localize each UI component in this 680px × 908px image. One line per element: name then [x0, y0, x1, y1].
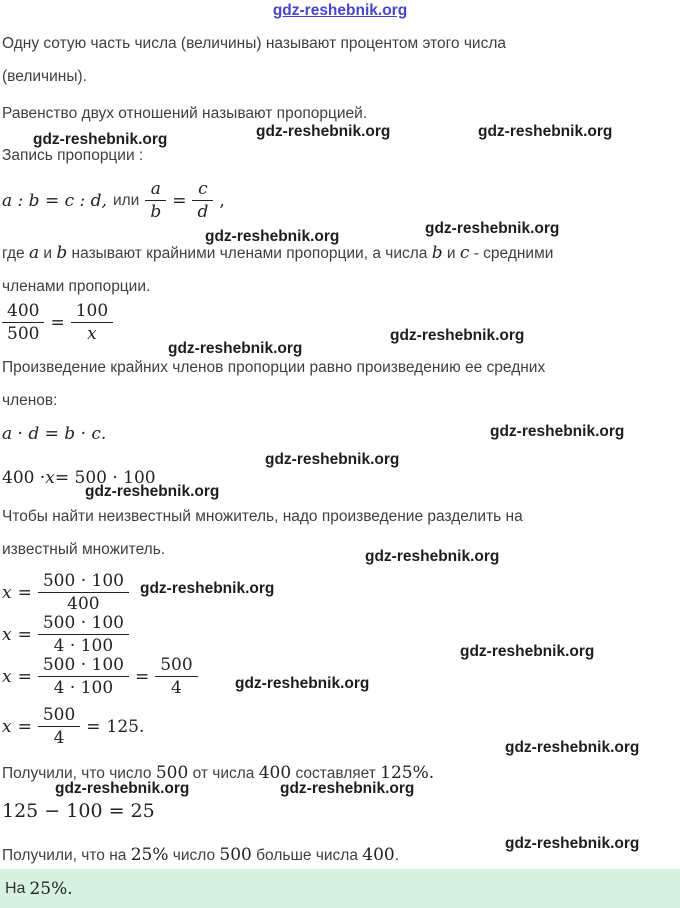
- numerator: 500: [42, 705, 76, 725]
- denominator: x: [71, 322, 113, 345]
- equals-sign: =: [17, 582, 32, 603]
- equals-sign: =: [50, 312, 65, 333]
- math-text: a : b = c : d,: [2, 190, 107, 211]
- numerator: 500: [160, 655, 193, 675]
- denominator: 4: [38, 726, 80, 749]
- numerator: 500 · 100: [42, 655, 124, 675]
- math-var: x: [45, 468, 55, 488]
- watermark-text: gdz-reshebnik.org: [265, 451, 400, 468]
- text-segment: больше числа: [251, 847, 363, 864]
- math-text: a · d = b · c.: [2, 424, 107, 444]
- denominator: d: [192, 200, 213, 223]
- formula-step2: [2, 612, 129, 657]
- equals-sign: =: [86, 716, 101, 737]
- denominator: 500: [2, 322, 44, 345]
- percent-definition-line1: Одну сотую часть числа (величины) называют процентом этого числа: [2, 35, 506, 52]
- numerator: 500 · 100: [42, 571, 124, 591]
- formula-step3: [2, 654, 198, 699]
- watermark-text: gdz-reshebnik.org: [33, 131, 168, 148]
- formula-apply: [2, 468, 156, 488]
- equals-sign: =: [17, 624, 32, 645]
- watermark-text: gdz-reshebnik.org: [256, 123, 391, 140]
- math-var: x: [2, 624, 12, 645]
- fraction: [38, 570, 129, 615]
- math-number: 400: [362, 845, 395, 865]
- math-text: 125 − 100 = 25: [2, 800, 155, 822]
- fraction-100-x: [71, 300, 113, 345]
- percent-definition-line2: (величины).: [2, 68, 87, 85]
- formula-step1: [2, 570, 129, 615]
- terms-explanation-line2: членами пропорции.: [2, 278, 151, 295]
- text-segment: - средними: [469, 245, 554, 262]
- unknown-factor-line2: известный множитель.: [2, 541, 166, 558]
- watermark-text: gdz-reshebnik.org: [235, 675, 370, 692]
- formula-cross-product: [2, 424, 106, 444]
- product-rule-line1: Произведение крайних членов пропорции равно произведению ее средних: [2, 359, 546, 376]
- terms-explanation-line1: [2, 243, 553, 264]
- denominator: b: [145, 200, 166, 223]
- conclusion-2: [2, 845, 399, 866]
- watermark-text: gdz-reshebnik.org: [168, 340, 303, 357]
- equals-sign: =: [17, 716, 32, 737]
- equals-sign: =: [17, 666, 32, 687]
- math-text: = 500 · 100: [54, 468, 156, 488]
- formula-proportion-notation: [2, 178, 225, 223]
- product-rule-line2: членов:: [2, 392, 58, 409]
- formula-subtract: [2, 800, 155, 822]
- formula-step4: [2, 704, 144, 749]
- math-var: a: [28, 243, 40, 263]
- math-number: 25%: [130, 845, 169, 865]
- proportion-record-label: Запись пропорции :: [2, 147, 144, 164]
- numerator: c: [198, 179, 208, 199]
- watermark-text: gdz-reshebnik.org: [140, 580, 275, 597]
- math-number: 125%.: [380, 763, 435, 783]
- comma: ,: [219, 190, 225, 211]
- denominator: 4: [155, 676, 197, 699]
- watermark-text: gdz-reshebnik.org: [280, 780, 415, 797]
- connector-word: или: [112, 191, 140, 209]
- watermark-text: gdz-reshebnik.org: [205, 228, 340, 245]
- equals-sign: =: [134, 666, 150, 687]
- fraction-a-b: [145, 178, 166, 223]
- watermark-text: gdz-reshebnik.org: [460, 643, 595, 660]
- math-number: 500: [219, 845, 252, 865]
- fraction-400-500: [2, 300, 44, 345]
- denominator: 4 · 100: [38, 634, 129, 657]
- numerator: a: [150, 179, 161, 199]
- watermark-text: gdz-reshebnik.org: [55, 780, 190, 797]
- math-var: b: [431, 243, 443, 263]
- watermark-text: gdz-reshebnik.org: [425, 220, 560, 237]
- numerator: 400: [7, 301, 40, 321]
- fraction: [38, 704, 80, 749]
- site-link[interactable]: gdz-reshebnik.org: [272, 2, 408, 19]
- fraction: [38, 612, 129, 657]
- math-number: 400: [258, 763, 292, 783]
- math-var: x: [2, 716, 12, 737]
- text-segment: .: [394, 847, 400, 864]
- fraction: [155, 654, 197, 699]
- text-segment: составляет: [291, 765, 381, 782]
- text-segment: и: [39, 245, 57, 262]
- watermark-text: gdz-reshebnik.org: [478, 123, 613, 140]
- answer-value: 25%.: [29, 878, 73, 899]
- text-segment: где: [2, 245, 29, 262]
- fraction-c-d: [192, 178, 213, 223]
- math-number: 500: [155, 763, 189, 783]
- watermark-text: gdz-reshebnik.org: [85, 483, 220, 500]
- equals-sign: =: [172, 190, 187, 211]
- unknown-factor-line1: Чтобы найти неизвестный множитель, надо произведение разделить на: [2, 508, 523, 525]
- text-segment: от числа: [188, 765, 259, 782]
- formula-proportion-equation: [2, 300, 113, 345]
- fraction: [38, 654, 129, 699]
- conclusion-1: [2, 763, 434, 784]
- text-segment: Получили, что на: [2, 847, 131, 864]
- text-segment: Получили, что число: [2, 765, 156, 782]
- denominator: 400: [38, 592, 129, 615]
- math-result: 125.: [106, 716, 145, 737]
- proportion-definition: Равенство двух отношений называют пропорцией.: [2, 105, 368, 122]
- text-segment: и: [442, 245, 460, 262]
- denominator: 4 · 100: [38, 676, 129, 699]
- numerator: 500 · 100: [42, 613, 124, 633]
- answer-bar: [0, 869, 680, 908]
- math-var: x: [2, 666, 12, 687]
- watermark-text: gdz-reshebnik.org: [505, 835, 640, 852]
- math-var: b: [56, 243, 68, 263]
- math-var: x: [2, 582, 12, 603]
- math-var: c: [459, 243, 470, 263]
- text-segment: число: [168, 847, 220, 864]
- watermark-text: gdz-reshebnik.org: [505, 739, 640, 756]
- watermark-text: gdz-reshebnik.org: [390, 327, 525, 344]
- numerator: 100: [75, 301, 109, 321]
- watermark-text: gdz-reshebnik.org: [365, 548, 500, 565]
- math-text: 400 ·: [2, 468, 46, 488]
- answer-label: На: [5, 879, 26, 897]
- watermark-text: gdz-reshebnik.org: [490, 423, 625, 440]
- text-segment: называют крайними членами пропорции, а числа: [67, 245, 432, 262]
